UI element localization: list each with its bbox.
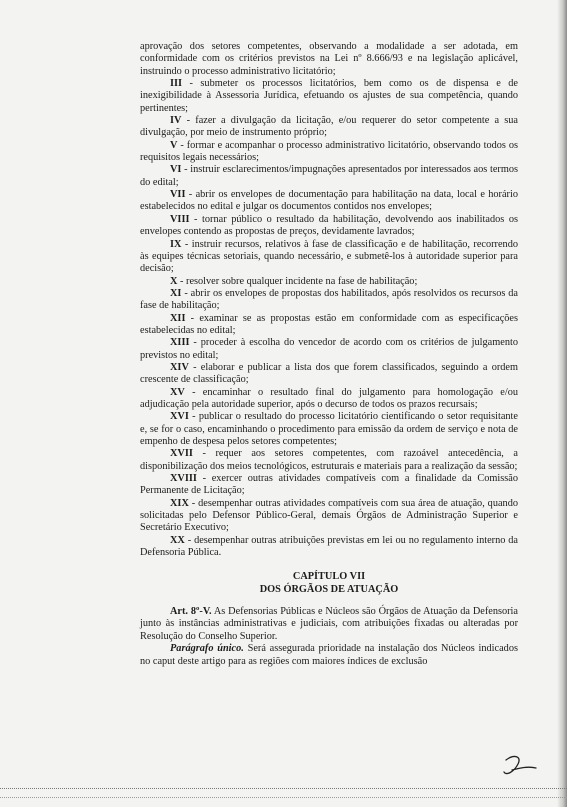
item-text: - encaminhar o resultado final do julgamento para homologação e/ou adjudicação pela autoridade superior, após o decurso de todos os prazos recursais; (140, 386, 518, 410)
item-vii (140, 189, 518, 214)
item-xv (140, 387, 518, 412)
item-number: VII (170, 189, 186, 201)
item-iii (140, 78, 518, 115)
spacer (140, 559, 518, 571)
item-number: XVIII (170, 473, 197, 485)
scan-bottom-rule (0, 788, 567, 789)
article-text: As Defensorias Públicas e Núcleos são Órgãos de Atuação da Defensoria junto às instâncias administrativas e judiciais, com atribuições fixadas ou alteradas por Resolução do Conselho Superior. (140, 606, 518, 642)
item-text: - exercer outras atividades compatíveis com a finalidade da Comissão Permanente de Licitação; (140, 473, 518, 497)
item-text: - proceder à escolha do vencedor de acordo com os critérios de julgamento previstos no edital; (140, 337, 518, 361)
item-number: III (170, 78, 183, 90)
item-v (140, 140, 518, 165)
item-xviii (140, 473, 518, 498)
item-xix (140, 498, 518, 535)
item-text: - resolver sobre qualquer incidente na fase de habilitação; (177, 275, 418, 287)
spacer (140, 596, 518, 606)
item-number: V (170, 139, 178, 151)
item-text: - formar e acompanhar o processo administrativo licitatório, observando todos os requisitos legais necessários; (140, 139, 518, 164)
item-number: XVI (170, 411, 189, 423)
article-8-v (140, 606, 518, 643)
page-edge-shadow (557, 0, 567, 807)
item-vi (140, 164, 518, 189)
item-text: - publicar o resultado do processo licitatório cientificando o setor requisitante e, se for o caso, encaminhando o procedimento para emissão da ordem de serviço e nota de empenho de despesa pelos setores competentes; (140, 411, 518, 447)
item-xiii (140, 337, 518, 362)
item-number: XII (170, 312, 186, 324)
paragraph-label: Parágrafo único. (170, 643, 244, 655)
item-number: XX (170, 534, 185, 546)
item-x (140, 276, 518, 288)
item-text: - examinar se as propostas estão em conformidade com as especificações estabelecidas no edital; (140, 312, 518, 336)
scan-bottom-rule-lower (0, 797, 567, 798)
item-text: - abrir os envelopes de propostas dos habilitados, após resolvidos os recursos da fase de habilitação; (140, 287, 518, 312)
item-number: XVII (170, 448, 193, 460)
item-number: XIII (170, 337, 190, 349)
item-text: - desempenhar outras atividades compatíveis com sua área de atuação, quando solicitadas pelo Defensor Público-Geral, demais Órgãos de Administração Superior e Secretário Executivo; (140, 497, 518, 534)
item-text: - instruir esclarecimentos/impugnações apresentados por interessados aos termos do edital; (140, 164, 518, 188)
document-body (140, 41, 518, 668)
item-xii (140, 313, 518, 338)
item-xvi (140, 411, 518, 448)
chapter-title: DOS ÓRGÃOS DE ATUAÇÃO (259, 583, 399, 595)
item-text: - elaborar e publicar a lista dos que forem classificados, seguindo a ordem crescente de classificação; (140, 361, 518, 386)
item-viii (140, 214, 518, 239)
item-number: XI (170, 287, 182, 299)
item-ix (140, 239, 518, 276)
item-number: XIV (170, 361, 189, 373)
item-number: X (170, 275, 178, 287)
item-text: - submeter os processos licitatórios, bem como os de dispensa e de inexigibilidade à Assessoria Jurídica, efetuando os ajustes de sua competência, quando pertinentes; (140, 78, 518, 114)
item-number: IV (170, 115, 182, 127)
item-continuation: aprovação dos setores competentes, observando a modalidade a ser adotada, em conformidade com os critérios previstos na Lei nº 8.666/93 e na legislação aplicável, instruindo o processo administrativo licitatório; (140, 41, 518, 77)
item-number: VI (170, 164, 182, 176)
item-number: VIII (170, 213, 190, 225)
item-text: - tornar público o resultado da habilitação, devolvendo aos inabilitados os envelopes contendo as propostas de preços, devidamente lavrados; (140, 213, 518, 238)
item-xx (140, 535, 518, 560)
paragrafo-unico (140, 643, 518, 668)
item-text: - desempenhar outras atribuições previstas em lei ou no regulamento interno da Defensoria Pública. (140, 534, 518, 559)
item-number: IX (170, 238, 182, 250)
item-iv (140, 115, 518, 140)
item-xi (140, 288, 518, 313)
item-text: - instruir recursos, relativos à fase de classificação e de habilitação, recorrendo às equipes técnicas setoriais, quando necessário, e submetê-los à autoridade superior para decisão; (140, 238, 518, 275)
chapter-number: CAPÍTULO VII (292, 571, 366, 583)
item-number: XIX (170, 497, 189, 509)
article-label: Art. 8º-V. (170, 606, 212, 618)
paragraph-text: Será assegurada prioridade na instalação dos Núcleos indicados no caput deste artigo para as regiões com maiores índices de exclusão (140, 643, 518, 667)
item-number: XV (170, 386, 185, 398)
item-text: - fazer a divulgação da licitação, e/ou requerer do setor competente a sua divulgação, por meio de instrumento próprio; (140, 115, 518, 139)
item-xvii (140, 448, 518, 473)
item-text: - abrir os envelopes de documentação para habilitação na data, local e horário estabelecidos no edital e julgar os documentos contidos nos envelopes; (140, 189, 518, 213)
item-text: - requer aos setores competentes, com razoável antecedência, a disponibilização dos meios tecnológicos, estruturais e materiais para a realização da sessão; (140, 448, 518, 472)
handwritten-initial-signature (500, 746, 540, 786)
item-xiv (140, 362, 518, 387)
